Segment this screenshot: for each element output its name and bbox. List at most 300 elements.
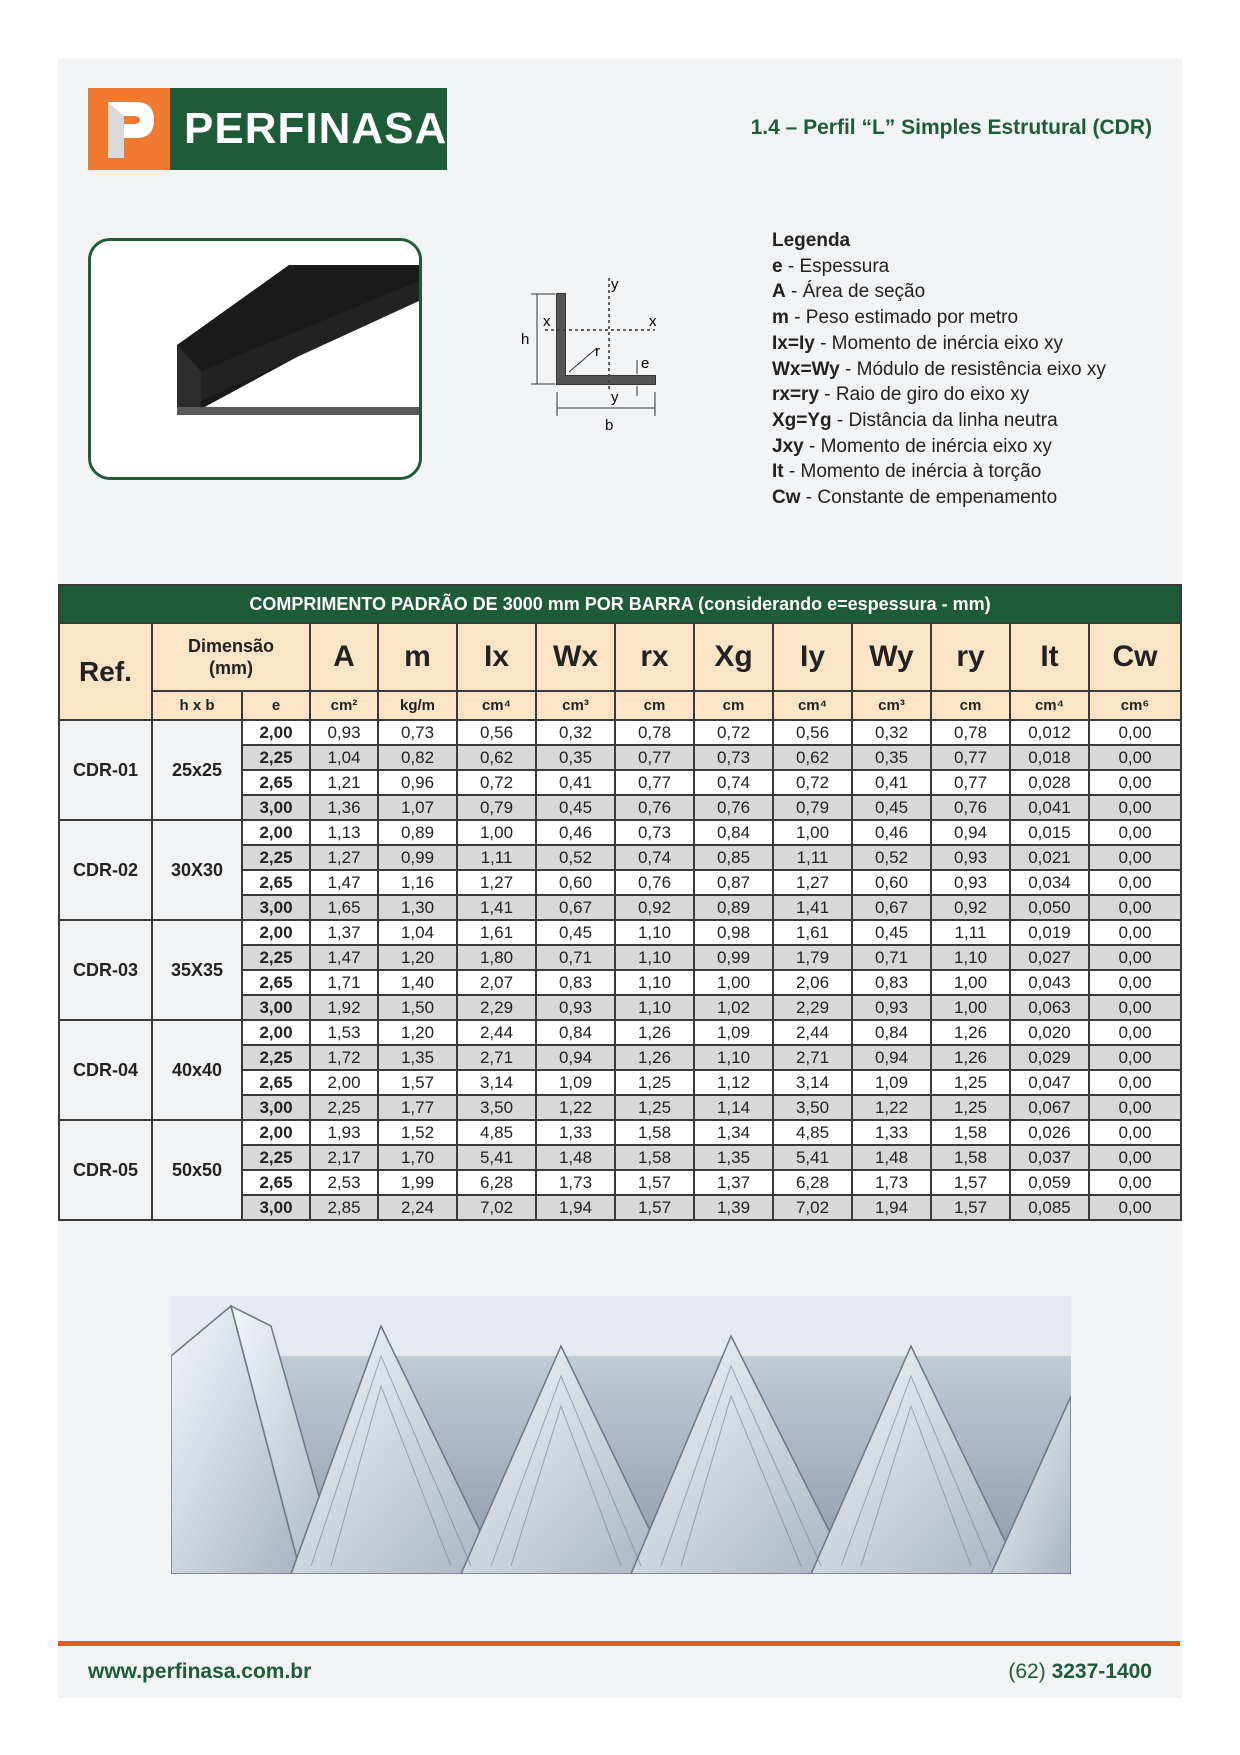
value-cell: 1,58 xyxy=(931,1145,1010,1170)
thickness-cell: 3,00 xyxy=(242,895,310,920)
value-cell: 3,14 xyxy=(457,1070,536,1095)
value-cell: 0,018 xyxy=(1010,745,1089,770)
value-cell: 1,09 xyxy=(694,1020,773,1045)
table-banner: COMPRIMENTO PADRÃO DE 3000 mm POR BARRA (considerando e=espessura - mm) xyxy=(59,585,1181,623)
value-cell: 0,93 xyxy=(931,870,1010,895)
legend-key: It xyxy=(772,461,784,483)
value-cell: 0,52 xyxy=(852,845,931,870)
ref-cell: CDR-02 xyxy=(59,820,152,920)
value-cell: 0,41 xyxy=(852,770,931,795)
value-cell: 1,22 xyxy=(852,1095,931,1120)
column-header: Xg xyxy=(694,623,773,691)
value-cell: 0,99 xyxy=(378,845,457,870)
thickness-cell: 2,65 xyxy=(242,970,310,995)
unit-header: cm xyxy=(615,691,694,720)
value-cell: 7,02 xyxy=(773,1195,852,1220)
value-cell: 0,52 xyxy=(536,845,615,870)
value-cell: 1,57 xyxy=(615,1170,694,1195)
value-cell: 1,57 xyxy=(378,1070,457,1095)
thickness-cell: 2,25 xyxy=(242,845,310,870)
value-cell: 0,012 xyxy=(1010,720,1089,745)
legend-text: - Área de seção xyxy=(785,281,926,303)
value-cell: 0,96 xyxy=(378,770,457,795)
value-cell: 0,059 xyxy=(1010,1170,1089,1195)
value-cell: 2,85 xyxy=(310,1195,378,1220)
value-cell: 1,35 xyxy=(378,1045,457,1070)
value-cell: 1,26 xyxy=(931,1020,1010,1045)
value-cell: 2,53 xyxy=(310,1170,378,1195)
value-cell: 0,79 xyxy=(773,795,852,820)
legend-item xyxy=(772,485,1106,511)
diagram-r: r xyxy=(595,343,600,360)
value-cell: 5,41 xyxy=(773,1145,852,1170)
legend-text: - Momento de inércia à torção xyxy=(783,461,1042,483)
document-title: 1.4 – Perfil “L” Simples Estrutural (CDR) xyxy=(750,116,1152,139)
hxb-header: h x b xyxy=(152,691,242,720)
thickness-cell: 2,00 xyxy=(242,820,310,845)
value-cell: 0,89 xyxy=(694,895,773,920)
value-cell: 0,026 xyxy=(1010,1120,1089,1145)
legend-text: - Momento de inércia eixo xy xyxy=(803,435,1052,457)
value-cell: 0,93 xyxy=(310,720,378,745)
value-cell: 0,62 xyxy=(773,745,852,770)
thickness-cell: 2,65 xyxy=(242,870,310,895)
e-header: e xyxy=(242,691,310,720)
value-cell: 1,93 xyxy=(310,1120,378,1145)
value-cell: 2,24 xyxy=(378,1195,457,1220)
value-cell: 0,45 xyxy=(852,795,931,820)
value-cell: 1,13 xyxy=(310,820,378,845)
unit-header: cm⁴ xyxy=(1010,691,1089,720)
value-cell: 6,28 xyxy=(457,1170,536,1195)
legend-item xyxy=(772,434,1106,460)
value-cell: 0,84 xyxy=(536,1020,615,1045)
column-header: ry xyxy=(931,623,1010,691)
column-header: A xyxy=(310,623,378,691)
ref-cell: CDR-04 xyxy=(59,1020,152,1120)
value-cell: 1,80 xyxy=(457,945,536,970)
value-cell: 0,78 xyxy=(931,720,1010,745)
value-cell: 1,35 xyxy=(694,1145,773,1170)
legend-key: Jxy xyxy=(772,435,804,457)
value-cell: 0,77 xyxy=(615,770,694,795)
footer-divider xyxy=(58,1641,1180,1646)
diagram-y-bottom: y xyxy=(611,389,619,406)
value-cell: 1,57 xyxy=(931,1170,1010,1195)
dimension-cell: 40x40 xyxy=(152,1020,242,1120)
value-cell: 1,33 xyxy=(536,1120,615,1145)
value-cell: 2,71 xyxy=(773,1045,852,1070)
thickness-cell: 3,00 xyxy=(242,995,310,1020)
value-cell: 0,62 xyxy=(457,745,536,770)
value-cell: 6,28 xyxy=(773,1170,852,1195)
value-cell: 1,26 xyxy=(615,1045,694,1070)
value-cell: 1,40 xyxy=(378,970,457,995)
value-cell: 1,10 xyxy=(615,945,694,970)
value-cell: 1,94 xyxy=(536,1195,615,1220)
value-cell: 1,65 xyxy=(310,895,378,920)
value-cell: 0,32 xyxy=(536,720,615,745)
footer-website-link[interactable]: www.perfinasa.com.br xyxy=(88,1660,312,1683)
value-cell: 1,92 xyxy=(310,995,378,1020)
legend-text: - Constante de empenamento xyxy=(800,487,1058,509)
value-cell: 3,50 xyxy=(457,1095,536,1120)
value-cell: 0,063 xyxy=(1010,995,1089,1020)
value-cell: 1,09 xyxy=(852,1070,931,1095)
value-cell: 0,72 xyxy=(694,720,773,745)
value-cell: 1,47 xyxy=(310,870,378,895)
diagram-x-left: x xyxy=(543,313,551,330)
value-cell: 0,015 xyxy=(1010,820,1089,845)
legend-key: rx=ry xyxy=(772,384,820,406)
legend-key: m xyxy=(772,307,789,329)
column-header: Wy xyxy=(852,623,931,691)
value-cell: 0,71 xyxy=(852,945,931,970)
value-cell: 0,60 xyxy=(852,870,931,895)
thickness-cell: 2,25 xyxy=(242,745,310,770)
value-cell: 0,00 xyxy=(1089,820,1181,845)
legend-item xyxy=(772,459,1106,485)
value-cell: 2,07 xyxy=(457,970,536,995)
value-cell: 0,85 xyxy=(694,845,773,870)
column-header: m xyxy=(378,623,457,691)
legend-item xyxy=(772,408,1106,434)
value-cell: 0,047 xyxy=(1010,1070,1089,1095)
value-cell: 5,41 xyxy=(457,1145,536,1170)
value-cell: 0,45 xyxy=(852,920,931,945)
legend-text: - Momento de inércia eixo xy xyxy=(814,332,1063,354)
value-cell: 1,73 xyxy=(536,1170,615,1195)
value-cell: 0,67 xyxy=(852,895,931,920)
value-cell: 1,02 xyxy=(694,995,773,1020)
value-cell: 0,00 xyxy=(1089,920,1181,945)
value-cell: 0,00 xyxy=(1089,1195,1181,1220)
stacked-angles-photo xyxy=(171,1296,1071,1574)
dimension-header xyxy=(152,623,310,691)
value-cell: 1,25 xyxy=(615,1095,694,1120)
thickness-cell: 3,00 xyxy=(242,795,310,820)
value-cell: 0,83 xyxy=(852,970,931,995)
value-cell: 0,00 xyxy=(1089,995,1181,1020)
legend xyxy=(772,228,1106,511)
thickness-cell: 2,25 xyxy=(242,1145,310,1170)
table-row xyxy=(59,1020,1181,1045)
value-cell: 0,45 xyxy=(536,920,615,945)
dimension-cell: 30X30 xyxy=(152,820,242,920)
value-cell: 0,83 xyxy=(536,970,615,995)
value-cell: 0,00 xyxy=(1089,1070,1181,1095)
value-cell: 0,76 xyxy=(931,795,1010,820)
value-cell: 0,93 xyxy=(852,995,931,1020)
value-cell: 0,94 xyxy=(536,1045,615,1070)
value-cell: 1,26 xyxy=(931,1045,1010,1070)
value-cell: 0,93 xyxy=(931,845,1010,870)
angle-profile-image xyxy=(91,241,419,477)
unit-header: cm⁴ xyxy=(457,691,536,720)
legend-key: Wx=Wy xyxy=(772,358,840,380)
value-cell: 0,76 xyxy=(615,870,694,895)
value-cell: 0,72 xyxy=(457,770,536,795)
value-cell: 1,00 xyxy=(457,820,536,845)
value-cell: 0,77 xyxy=(615,745,694,770)
value-cell: 1,27 xyxy=(310,845,378,870)
value-cell: 0,99 xyxy=(694,945,773,970)
thickness-cell: 2,65 xyxy=(242,1070,310,1095)
ref-cell: CDR-01 xyxy=(59,720,152,820)
value-cell: 0,034 xyxy=(1010,870,1089,895)
legend-item xyxy=(772,305,1106,331)
column-header: rx xyxy=(615,623,694,691)
value-cell: 0,67 xyxy=(536,895,615,920)
ref-header: Ref. xyxy=(59,623,152,720)
dimension-cell: 35X35 xyxy=(152,920,242,1020)
value-cell: 1,52 xyxy=(378,1120,457,1145)
value-cell: 0,00 xyxy=(1089,945,1181,970)
value-cell: 1,25 xyxy=(615,1070,694,1095)
value-cell: 2,17 xyxy=(310,1145,378,1170)
thickness-cell: 2,25 xyxy=(242,945,310,970)
value-cell: 1,12 xyxy=(694,1070,773,1095)
value-cell: 1,26 xyxy=(615,1020,694,1045)
value-cell: 1,41 xyxy=(773,895,852,920)
value-cell: 1,39 xyxy=(694,1195,773,1220)
value-cell: 0,00 xyxy=(1089,1095,1181,1120)
legend-text: - Módulo de resistência eixo xy xyxy=(839,358,1106,380)
value-cell: 1,25 xyxy=(931,1095,1010,1120)
value-cell: 1,37 xyxy=(310,920,378,945)
table-row xyxy=(59,1120,1181,1145)
value-cell: 1,09 xyxy=(536,1070,615,1095)
value-cell: 0,94 xyxy=(931,820,1010,845)
value-cell: 0,00 xyxy=(1089,970,1181,995)
dimension-cell: 50x50 xyxy=(152,1120,242,1220)
value-cell: 0,46 xyxy=(536,820,615,845)
column-header: Wx xyxy=(536,623,615,691)
value-cell: 3,50 xyxy=(773,1095,852,1120)
value-cell: 0,00 xyxy=(1089,845,1181,870)
value-cell: 0,021 xyxy=(1010,845,1089,870)
value-cell: 4,85 xyxy=(457,1120,536,1145)
value-cell: 1,47 xyxy=(310,945,378,970)
value-cell: 1,77 xyxy=(378,1095,457,1120)
value-cell: 0,82 xyxy=(378,745,457,770)
legend-key: Xg=Yg xyxy=(772,409,832,431)
value-cell: 1,10 xyxy=(615,970,694,995)
value-cell: 1,14 xyxy=(694,1095,773,1120)
value-cell: 1,07 xyxy=(378,795,457,820)
legend-text: - Distância da linha neutra xyxy=(831,409,1058,431)
value-cell: 0,71 xyxy=(536,945,615,970)
value-cell: 1,00 xyxy=(931,995,1010,1020)
value-cell: 1,11 xyxy=(931,920,1010,945)
diagram-y-top: y xyxy=(611,276,619,293)
value-cell: 0,93 xyxy=(536,995,615,1020)
value-cell: 1,00 xyxy=(773,820,852,845)
thickness-cell: 2,00 xyxy=(242,920,310,945)
value-cell: 1,11 xyxy=(773,845,852,870)
value-cell: 0,76 xyxy=(615,795,694,820)
value-cell: 0,45 xyxy=(536,795,615,820)
value-cell: 0,92 xyxy=(931,895,1010,920)
value-cell: 1,10 xyxy=(615,920,694,945)
value-cell: 0,085 xyxy=(1010,1195,1089,1220)
value-cell: 0,87 xyxy=(694,870,773,895)
legend-key: Ix=Iy xyxy=(772,332,815,354)
value-cell: 2,06 xyxy=(773,970,852,995)
value-cell: 1,20 xyxy=(378,1020,457,1045)
value-cell: 0,35 xyxy=(536,745,615,770)
phone-number: 3237-1400 xyxy=(1051,1660,1152,1683)
value-cell: 1,16 xyxy=(378,870,457,895)
value-cell: 0,00 xyxy=(1089,1145,1181,1170)
value-cell: 0,00 xyxy=(1089,720,1181,745)
diagram-e: e xyxy=(641,355,650,372)
dimension-header-line2: (mm) xyxy=(209,658,253,678)
value-cell: 1,48 xyxy=(852,1145,931,1170)
column-header: Iy xyxy=(773,623,852,691)
value-cell: 1,27 xyxy=(457,870,536,895)
legend-text: - Raio de giro do eixo xy xyxy=(819,384,1030,406)
value-cell: 0,84 xyxy=(852,1020,931,1045)
value-cell: 1,25 xyxy=(931,1070,1010,1095)
value-cell: 1,58 xyxy=(931,1120,1010,1145)
value-cell: 0,32 xyxy=(852,720,931,745)
table-row xyxy=(59,820,1181,845)
value-cell: 0,028 xyxy=(1010,770,1089,795)
value-cell: 0,037 xyxy=(1010,1145,1089,1170)
value-cell: 0,77 xyxy=(931,770,1010,795)
table-row xyxy=(59,920,1181,945)
diagram-b: b xyxy=(605,417,614,434)
value-cell: 0,98 xyxy=(694,920,773,945)
l-profile-diagram xyxy=(515,268,675,438)
value-cell: 1,33 xyxy=(852,1120,931,1145)
value-cell: 0,35 xyxy=(852,745,931,770)
value-cell: 1,53 xyxy=(310,1020,378,1045)
value-cell: 0,00 xyxy=(1089,1170,1181,1195)
value-cell: 2,29 xyxy=(773,995,852,1020)
value-cell: 1,30 xyxy=(378,895,457,920)
value-cell: 1,57 xyxy=(931,1195,1010,1220)
value-cell: 1,70 xyxy=(378,1145,457,1170)
legend-key: Cw xyxy=(772,487,801,509)
legend-key: A xyxy=(772,281,786,303)
value-cell: 0,79 xyxy=(457,795,536,820)
value-cell: 0,92 xyxy=(615,895,694,920)
ref-cell: CDR-03 xyxy=(59,920,152,1020)
value-cell: 0,00 xyxy=(1089,1045,1181,1070)
value-cell: 2,44 xyxy=(773,1020,852,1045)
value-cell: 1,10 xyxy=(615,995,694,1020)
logo-p-mark-icon xyxy=(88,88,170,170)
value-cell: 1,11 xyxy=(457,845,536,870)
value-cell: 0,78 xyxy=(615,720,694,745)
value-cell: 1,61 xyxy=(773,920,852,945)
thickness-cell: 2,65 xyxy=(242,1170,310,1195)
perfinasa-logo xyxy=(88,88,448,170)
value-cell: 1,58 xyxy=(615,1120,694,1145)
value-cell: 0,043 xyxy=(1010,970,1089,995)
value-cell: 0,050 xyxy=(1010,895,1089,920)
unit-header: cm³ xyxy=(536,691,615,720)
value-cell: 0,41 xyxy=(536,770,615,795)
footer-phone xyxy=(1008,1660,1152,1684)
value-cell: 2,00 xyxy=(310,1070,378,1095)
thickness-cell: 2,25 xyxy=(242,1045,310,1070)
value-cell: 1,48 xyxy=(536,1145,615,1170)
legend-item xyxy=(772,357,1106,383)
value-cell: 1,71 xyxy=(310,970,378,995)
value-cell: 0,46 xyxy=(852,820,931,845)
value-cell: 4,85 xyxy=(773,1120,852,1145)
value-cell: 3,14 xyxy=(773,1070,852,1095)
value-cell: 1,04 xyxy=(310,745,378,770)
value-cell: 0,041 xyxy=(1010,795,1089,820)
value-cell: 0,94 xyxy=(852,1045,931,1070)
value-cell: 0,56 xyxy=(773,720,852,745)
thickness-cell: 3,00 xyxy=(242,1195,310,1220)
legend-heading: Legenda xyxy=(772,230,851,251)
dimension-header-line1: Dimensão xyxy=(187,636,275,656)
value-cell: 1,34 xyxy=(694,1120,773,1145)
value-cell: 0,74 xyxy=(615,845,694,870)
thickness-cell: 2,00 xyxy=(242,1020,310,1045)
thickness-cell: 3,00 xyxy=(242,1095,310,1120)
value-cell: 1,10 xyxy=(931,945,1010,970)
value-cell: 7,02 xyxy=(457,1195,536,1220)
value-cell: 1,50 xyxy=(378,995,457,1020)
thickness-cell: 2,00 xyxy=(242,1120,310,1145)
value-cell: 0,77 xyxy=(931,745,1010,770)
value-cell: 0,89 xyxy=(378,820,457,845)
value-cell: 1,73 xyxy=(852,1170,931,1195)
legend-item xyxy=(772,254,1106,280)
column-header: Cw xyxy=(1089,623,1181,691)
value-cell: 0,56 xyxy=(457,720,536,745)
value-cell: 0,73 xyxy=(378,720,457,745)
value-cell: 2,29 xyxy=(457,995,536,1020)
diagram-x-right: x xyxy=(649,313,657,330)
legend-item xyxy=(772,382,1106,408)
value-cell: 0,00 xyxy=(1089,1120,1181,1145)
table-row xyxy=(59,720,1181,745)
unit-header: cm xyxy=(931,691,1010,720)
value-cell: 1,94 xyxy=(852,1195,931,1220)
thickness-cell: 2,00 xyxy=(242,720,310,745)
value-cell: 2,44 xyxy=(457,1020,536,1045)
value-cell: 0,00 xyxy=(1089,745,1181,770)
value-cell: 1,10 xyxy=(694,1045,773,1070)
value-cell: 0,00 xyxy=(1089,870,1181,895)
unit-header: kg/m xyxy=(378,691,457,720)
product-photo xyxy=(88,238,422,480)
value-cell: 1,20 xyxy=(378,945,457,970)
value-cell: 0,020 xyxy=(1010,1020,1089,1045)
column-header: It xyxy=(1010,623,1089,691)
legend-item xyxy=(772,331,1106,357)
value-cell: 0,019 xyxy=(1010,920,1089,945)
legend-text: - Espessura xyxy=(782,255,890,277)
thickness-cell: 2,65 xyxy=(242,770,310,795)
legend-key: e xyxy=(772,255,783,277)
value-cell: 0,72 xyxy=(773,770,852,795)
value-cell: 1,58 xyxy=(615,1145,694,1170)
value-cell: 1,00 xyxy=(931,970,1010,995)
phone-area-code: (62) xyxy=(1008,1660,1046,1683)
value-cell: 1,72 xyxy=(310,1045,378,1070)
unit-header: cm xyxy=(694,691,773,720)
legend-item xyxy=(772,279,1106,305)
